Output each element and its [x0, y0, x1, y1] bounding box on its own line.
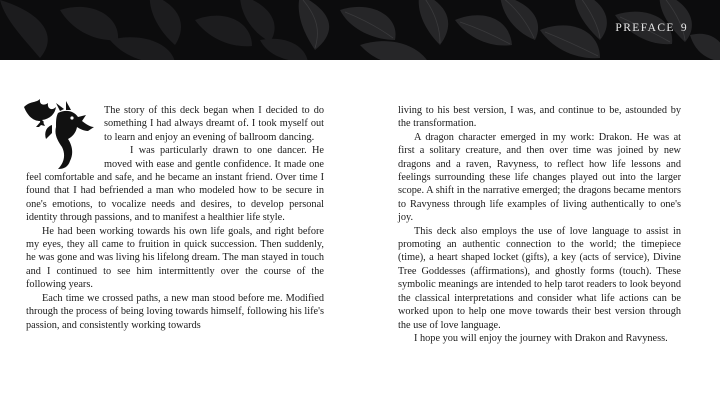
paragraph: A dragon character emerged in my work: Drakon. He was at first a solitary creature, and then over time was joined by new dragons and a raven, Ravyness, to reflect how life lessons and feelings surrounding these life changes played out into the larger scope. A shift in the narrative emerged; the dragons became mentors to Ravyness through life examples of living authentically to one's joy.: [398, 131, 681, 224]
running-header: [615, 22, 688, 34]
paragraph: living to his best version, I was, and continue to be, astounded by the transformation.: [398, 105, 681, 130]
page-number: 9: [680, 22, 688, 34]
right-text-column: [398, 104, 681, 345]
paragraph: This deck also employs the use of love language to assist in promoting an authentic connection to the world; the timepiece (time), a heart shaped locket (gifts), a key (acts of service), Divine Tree Goddesses (affirmations), and ghostly forms (touch). These symbolic meanings are intended to help tarot readers to look beyond the classical interpretations and consider what life actions can be worked upon to help one move towards their best version through the use of love language.: [398, 225, 681, 331]
leaf-pattern: [0, 0, 720, 60]
paragraph: I hope you will enjoy the journey with Drakon and Ravyness.: [414, 332, 668, 344]
paragraph: I was particularly drawn to one dancer. He moved with ease and gentle confidence. It made one feel comfortable and safe, and he became an instant friend. Over time I found that I had befriended a man who modeled how to be secure in one's emotions, to vocalize needs and desires, to develop personal identity through passions, and to manifest a healthier life style.: [26, 145, 324, 224]
paragraph: He had been working towards his own life goals, and right before my eyes, they all came to fruition in quick succession. Then suddenly, he was gone and was living his lifelong dream. The man stayed in touch and I continued to see him intermittently over the course of the following years.: [26, 225, 324, 291]
raven-and-dragon-icon: [22, 97, 104, 169]
section-title: PREFACE: [615, 22, 675, 34]
paragraph: Each time we crossed paths, a new man stood before me. Modified through the process of being loving towards himself, following his life's passion, and consistently working towards: [26, 292, 324, 331]
header-banner: [0, 0, 720, 60]
paragraph: The story of this deck began when I decided to do something I had always dreamt of. I took myself out to learn and enjoy an evening of ballroom dancing.: [104, 105, 324, 143]
